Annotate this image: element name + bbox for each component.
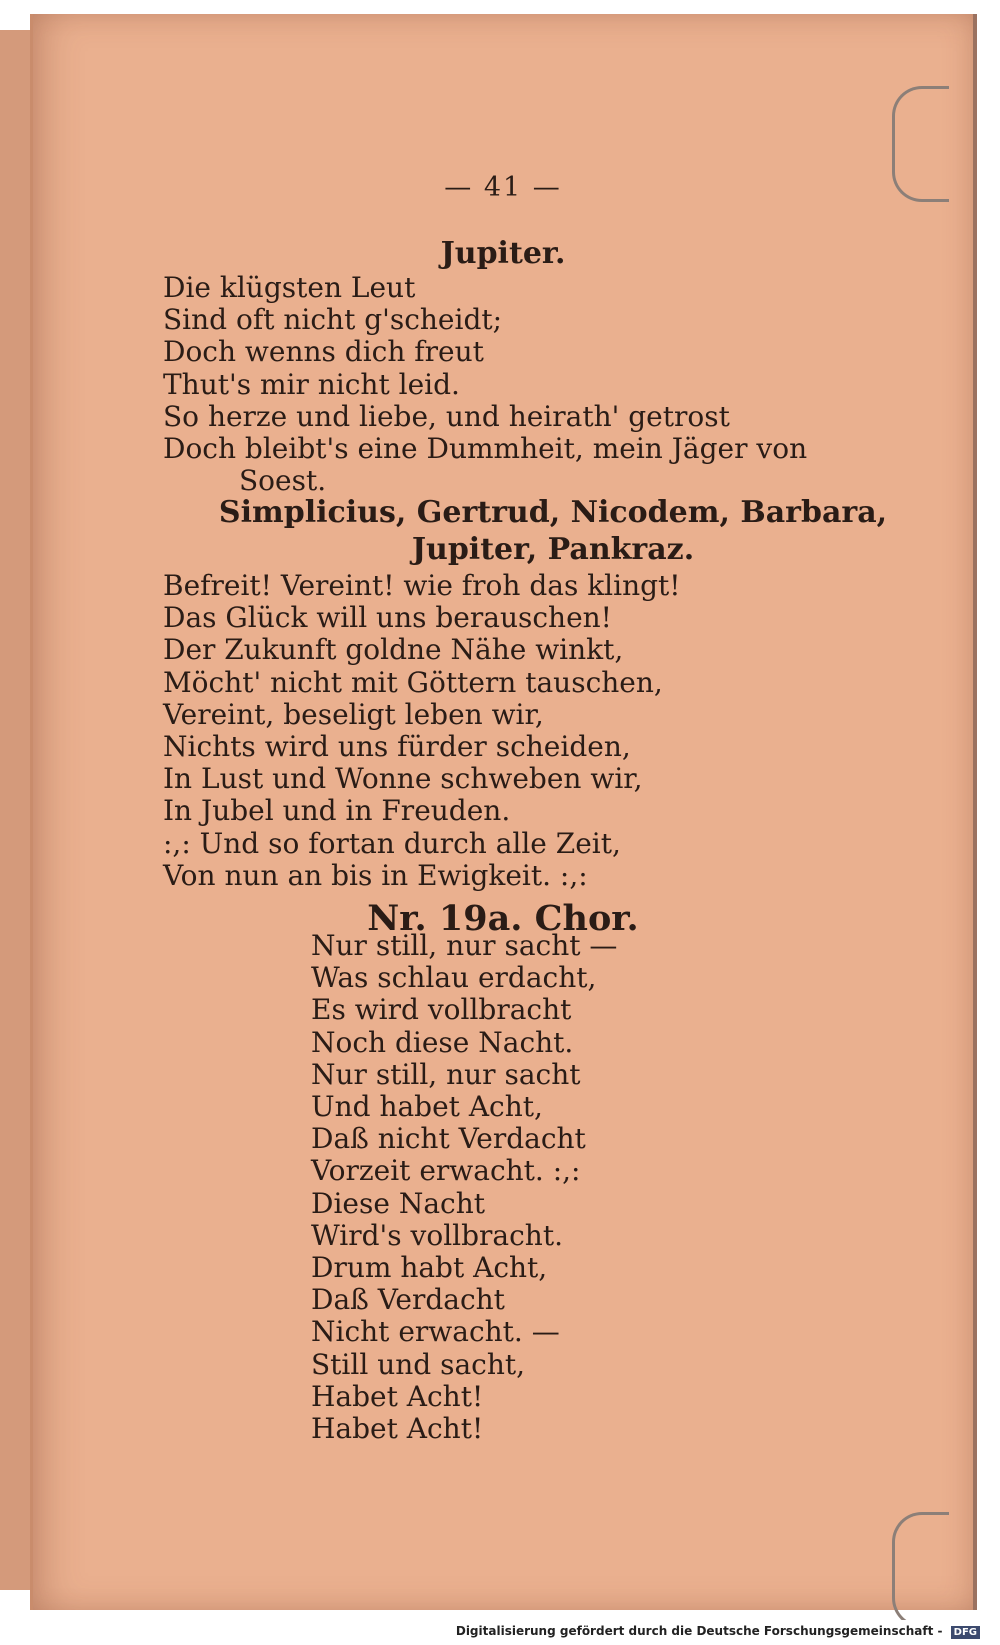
- verse-line: Habet Acht!: [311, 1379, 484, 1413]
- dfg-logo: DFG: [951, 1626, 980, 1639]
- verse-line: Nicht erwacht. —: [311, 1315, 560, 1349]
- verse-line: Still und sacht,: [311, 1347, 526, 1381]
- verse-line: Wird's vollbracht.: [311, 1218, 563, 1252]
- group-verse: [163, 570, 681, 892]
- verse-line: Möcht' nicht mit Göttern tauschen,: [163, 665, 663, 699]
- verse-line: Das Glück will uns berauschen!: [163, 601, 612, 635]
- verse-line: Von nun an bis in Ewigkeit. :,:: [163, 858, 588, 892]
- verse-line: Vereint, beseligt leben wir,: [163, 697, 544, 731]
- book-clip-bottom: [892, 1512, 949, 1620]
- page-number: — 41 —: [444, 172, 562, 203]
- speaker-heading-jupiter: Jupiter.: [440, 236, 566, 271]
- verse-line: Und habet Acht,: [311, 1090, 543, 1124]
- section-heading-chor: Nr. 19a. Chor.: [367, 898, 639, 939]
- book-page: [30, 14, 977, 1610]
- verse-line: Was schlau erdacht,: [311, 961, 597, 995]
- speaker-heading-group: Simplicius, Gertrud, Nicodem, Barbara, Jupiter, Pankraz.: [218, 495, 888, 567]
- verse-line: Nur still, nur sacht —: [311, 929, 618, 962]
- verse-line: Habet Acht!: [311, 1412, 484, 1446]
- verse-line: Nur still, nur sacht: [311, 1057, 581, 1091]
- verse-line: Doch wenns dich freut: [163, 335, 484, 369]
- verse-line: Drum habt Acht,: [311, 1251, 548, 1285]
- verse-line: In Jubel und in Freuden.: [163, 794, 511, 828]
- verse-line: In Lust und Wonne schweben wir,: [163, 762, 643, 796]
- verse-line: :,: Und so fortan durch alle Zeit,: [163, 826, 621, 860]
- verse-line: Daß nicht Verdacht: [311, 1122, 586, 1156]
- verse-line: Der Zukunft goldne Nähe winkt,: [163, 633, 624, 667]
- verse-line: Thut's mir nicht leid.: [163, 367, 460, 401]
- verse-line: Sind oft nicht g'scheidt;: [163, 303, 503, 337]
- verse-line: So herze und liebe, und heirath' getrost: [163, 399, 730, 433]
- verse-line: Daß Verdacht: [311, 1283, 505, 1317]
- digitization-credit: [456, 1624, 980, 1639]
- verse-line: Soest.: [239, 464, 327, 498]
- verse-line: Die klügsten Leut: [163, 271, 416, 304]
- verse-line: Vorzeit erwacht. :,:: [311, 1154, 581, 1188]
- jupiter-verse: [163, 272, 807, 497]
- verse-line: Es wird vollbracht: [311, 993, 572, 1027]
- verse-line: Nichts wird uns fürder scheiden,: [163, 730, 631, 764]
- verse-line: Befreit! Vereint! wie froh das klingt!: [163, 569, 681, 602]
- verse-line: Doch bleibt's eine Dummheit, mein Jäger von: [163, 432, 808, 466]
- verse-line: Noch diese Nacht.: [311, 1025, 574, 1059]
- credit-text: Digitalisierung gefördert durch die Deutsche Forschungsgemeinschaft -: [455, 1624, 943, 1638]
- verse-line: Diese Nacht: [311, 1186, 485, 1220]
- chor-verse: [311, 930, 617, 1445]
